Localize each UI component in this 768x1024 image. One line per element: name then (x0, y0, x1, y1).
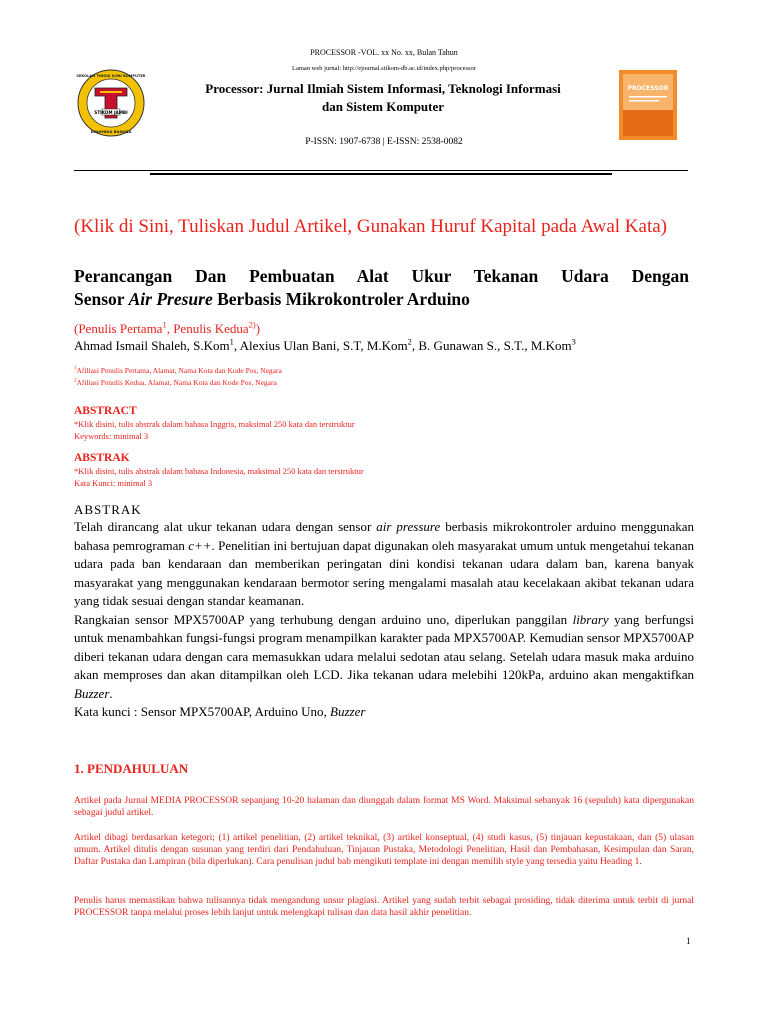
header-rule (74, 170, 688, 171)
journal-title-line1: Processor: Jurnal Ilmiah Sistem Informasi, Teknologi Informasi (205, 81, 561, 96)
section1-paragraph-3: Penulis harus memastikan bahwa tulisannya tidak mengandung unsur plagiasi. Artikel yang sudah terbit sebagai prosiding, tidak diterima untuk terbit di jurnal PROCESSOR tanpa melalui proses lebih lanjut untuk melengkapi tulisan dan data hasil akhir penelitian. (74, 896, 694, 919)
journal-cover-thumbnail (619, 70, 677, 140)
journal-title-line2: dan Sistem Komputer (321, 99, 445, 114)
abstrak-heading: ABSTRAK (74, 502, 142, 517)
journal-website: Laman web jurnal: http://ejournal.stikom-db.ac.id/index.php/processor (292, 65, 476, 72)
header-rule-thick (150, 173, 612, 175)
article-title-line2: Sensor Air Presure Berbasis Mikrokontroler Arduino (74, 289, 470, 309)
logo-bottom-text: DINAMIKA BANGSA (90, 129, 132, 134)
affiliation-2: $^2$Afiliasi Penulis Kedua, Alamat, Nama Kota dan Kode Pos, Negara (74, 378, 277, 387)
abstract-id-keywords: Kata Kunci: minimal 3 (74, 478, 153, 488)
abstrak-paragraph-2: Rangkaian sensor MPX5700AP yang terhubung dengan arduino uno, diperlukan panggilan library yang berfungsi untuk menambahkan fungsi-fungsi program menampilkan karakter pada MPX5700AP. Kemudian sensor MPX5700AP diberi tekanan udara dengan cara memasukkan udara melalui sedotan atau selang. Setelah udara masuk maka arduino akan memproses dan akan ditampilkan oleh LCD. Jika tekanan udara melebihi 120kPa, arduino akan mengaktifkan Buzzer. (74, 611, 694, 701)
page-number: 1 (686, 936, 691, 946)
article-title (74, 265, 689, 311)
cover-title: PROCESSOR (627, 85, 669, 92)
authors-placeholder: (Penulis Pertama$^1$, Penulis Kedua$^{2)}$) (74, 319, 261, 336)
abstrak-keywords: Kata kunci : Sensor MPX5700AP, Arduino Uno, Buzzer (74, 704, 366, 719)
abstract-en-heading: ABSTRACT (74, 405, 137, 417)
journal-title (160, 80, 606, 116)
logo-top-text: SEKOLAH TINGGI ILMU KOMPUTER (76, 74, 146, 78)
article-title-line1: Perancangan Dan Pembuatan Alat Ukur Tekanan Udara Dengan (74, 266, 689, 286)
title-placeholder: (Klik di Sini, Tuliskan Judul Artikel, Gunakan Huruf Kapital pada Awal Kata) (74, 216, 667, 237)
authors-list: Ahmad Ismail Shaleh, S.Kom$^1$, Alexius Ulan Bani, S.T, M.Kom$^2$, B. Gunawan S., S.T., M.Kom$^3$ (74, 336, 576, 353)
section1-paragraph-2: Artikel dibagi berdasarkan ketegori; (1) artikel penelitian, (2) artikel teknikal, (3) artikel konseptual, (4) studi kasus, (5) tinjauan kepustakaan, dan (5) ulasan umum. Artikel ditulis dengan susunan yang terdiri dari Pendahuluan, Tinjauan Pustaka, Metodologi Penelitian, Hasil dan Pembahasan, Kesimpulan dan Saran, Daftar Pustaka dan Lampiran (bila diperlukan). Cara penulisan judul bab mengikuti template ini dengan memilih style yang tersedia yaitu Heading 1. (74, 833, 694, 868)
abstract-id-heading: ABSTRAK (74, 452, 130, 464)
abstrak-paragraph-1: Telah dirancang alat ukur tekanan udara dengan sensor air pressure berbasis mikrokontroler arduino menggunakan bahasa pemrograman c++. Penelitian ini bertujuan dapat digunakan oleh masyarakat umum untuk mengetahui tekanan udara pada ban kendaraan dan memberikan peringatan dini kondisi tekanan udara dalam ban, karena banyak masyarakat yang menggunakan kendaraan bermotor sering mengalami masalah atau kecelakaan akibat tekanan udara yang tidak sesuai dengan standar keamanan. (74, 519, 695, 608)
issn: P-ISSN: 1907-6738 | E-ISSN: 2538-0082 (305, 137, 463, 147)
abstract-id-text: *Klik disini, tulis abstrak dalam bahasa Indonesia, maksimal 250 kata dan terstruktur (74, 466, 364, 476)
running-head: PROCESSOR -VOL. xx No. xx, Bulan Tahun (310, 48, 458, 57)
affiliation-1: $^1$Afiliasi Penulis Pertama, Alamat, Nama Kota dan Kode Pos, Negara (74, 366, 282, 375)
abstract-en-keywords: Keywords: minimal 3 (74, 431, 149, 441)
section1-paragraph-1: Artikel pada Jurnal MEDIA PROCESSOR sepanjang 10-20 halaman dan diunggah dalam format MS Word. Maksimal sebanyak 16 (sepuluh) kata dipergunakan sebagai judul artikel. (74, 796, 694, 819)
abstract-en-text: *Klik disini, tulis abstrak dalam bahasa Inggris, maksimal 250 kata dan terstruktur (74, 419, 355, 429)
abstrak-body (74, 518, 694, 722)
section-heading-pendahuluan: 1. PENDAHULUAN (74, 761, 189, 776)
stikom-logo (76, 68, 146, 138)
logo-center-text: STIKOM JAMBI (94, 109, 128, 115)
